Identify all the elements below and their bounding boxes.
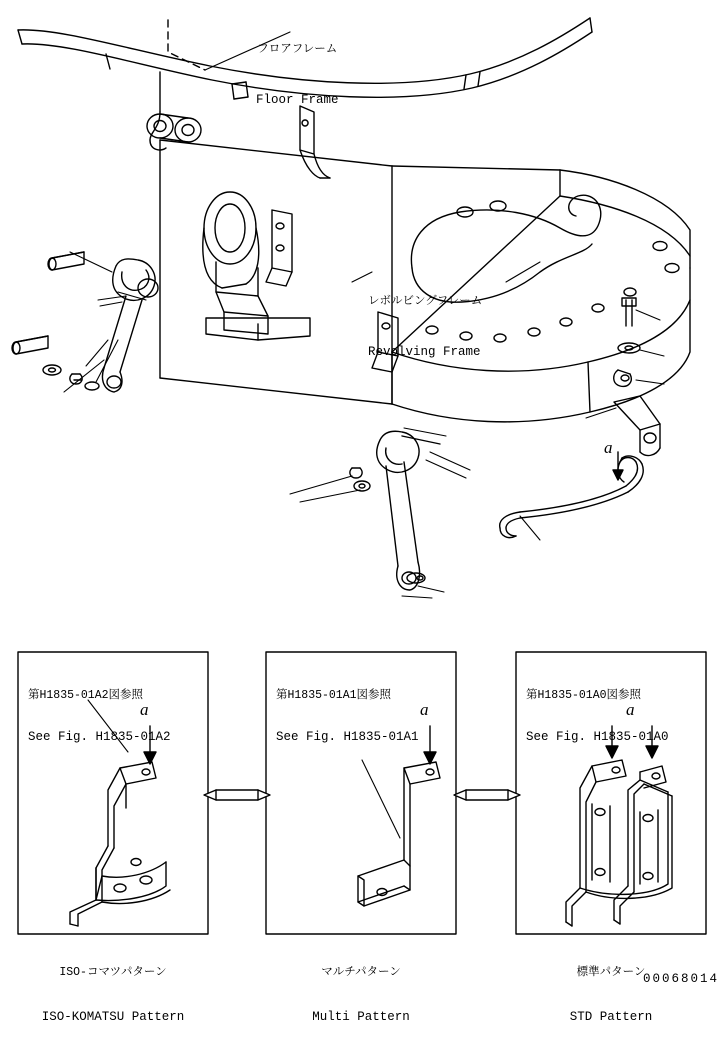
- panel-iso-komatsu-caption-en: ISO-KOMATSU Pattern: [41, 1009, 185, 1024]
- panel-iso-komatsu-caption-jp: ISO-コマツパターン: [59, 966, 167, 979]
- right-hardware: [614, 298, 640, 386]
- panel-std-caption-en: STD Pattern: [569, 1009, 653, 1024]
- panel-iso-komatsu-reference: [28, 662, 171, 772]
- panel-3-part: [566, 760, 672, 926]
- right-bracket: [614, 396, 660, 455]
- panel-2-arrow: [424, 726, 436, 764]
- panel-1-part: [70, 762, 170, 926]
- panel-2-part: [358, 762, 440, 906]
- panel-iso-komatsu-mark-a: a: [140, 700, 149, 719]
- callout-floor-frame-jp: フロアフレーム: [257, 42, 338, 56]
- callout-revolving-frame-jp: レボルビングフレーム: [368, 294, 483, 308]
- callout-floor-frame-en: Floor Frame: [256, 92, 339, 107]
- panel-arrow-1: [204, 790, 270, 800]
- panel-iso-komatsu-caption: [0, 936, 228, 1055]
- panel-multi-caption-en: Multi Pattern: [312, 1009, 410, 1024]
- panel-iso-komatsu-ref-jp: 第H1835-01A2図参照: [28, 689, 144, 703]
- document-number: 00068014: [642, 972, 719, 986]
- panel-multi-ref-jp: 第H1835-01A1図参照: [276, 689, 392, 703]
- callout-a-arrow-main: [613, 452, 623, 480]
- panel-multi-caption-jp: マルチパターン: [321, 966, 401, 979]
- floor-frame-hanger: [147, 72, 201, 150]
- panel-std-ref-jp: 第H1835-01A0図参照: [526, 689, 642, 703]
- item-mark-a-main: a: [604, 438, 613, 457]
- panel-std-ref-en: See Fig. H1835-01A0: [526, 729, 669, 744]
- panel-std-reference: [526, 662, 669, 772]
- left-control-lever: [98, 259, 158, 392]
- callout-revolving-frame: [368, 258, 482, 396]
- panel-std-mark-a: a: [626, 700, 635, 719]
- panel-std-caption: [496, 936, 726, 1055]
- panel-multi-ref-en: See Fig. H1835-01A1: [276, 729, 419, 744]
- right-rod-assembly: [500, 456, 644, 538]
- panel-multi-mark-a: a: [420, 700, 429, 719]
- panel-iso-komatsu-ref-en: See Fig. H1835-01A2: [28, 729, 171, 744]
- left-hardware: [12, 252, 99, 390]
- left-pedal-bracket: [203, 192, 310, 340]
- panel-std-caption-jp: 標準パターン: [576, 966, 646, 979]
- panel-multi-caption: [246, 936, 476, 1055]
- panel-arrow-2: [454, 790, 520, 800]
- panel-multi-reference: [276, 662, 419, 772]
- callout-revolving-frame-en: Revolving Frame: [368, 344, 481, 359]
- callout-floor-frame: [256, 6, 339, 144]
